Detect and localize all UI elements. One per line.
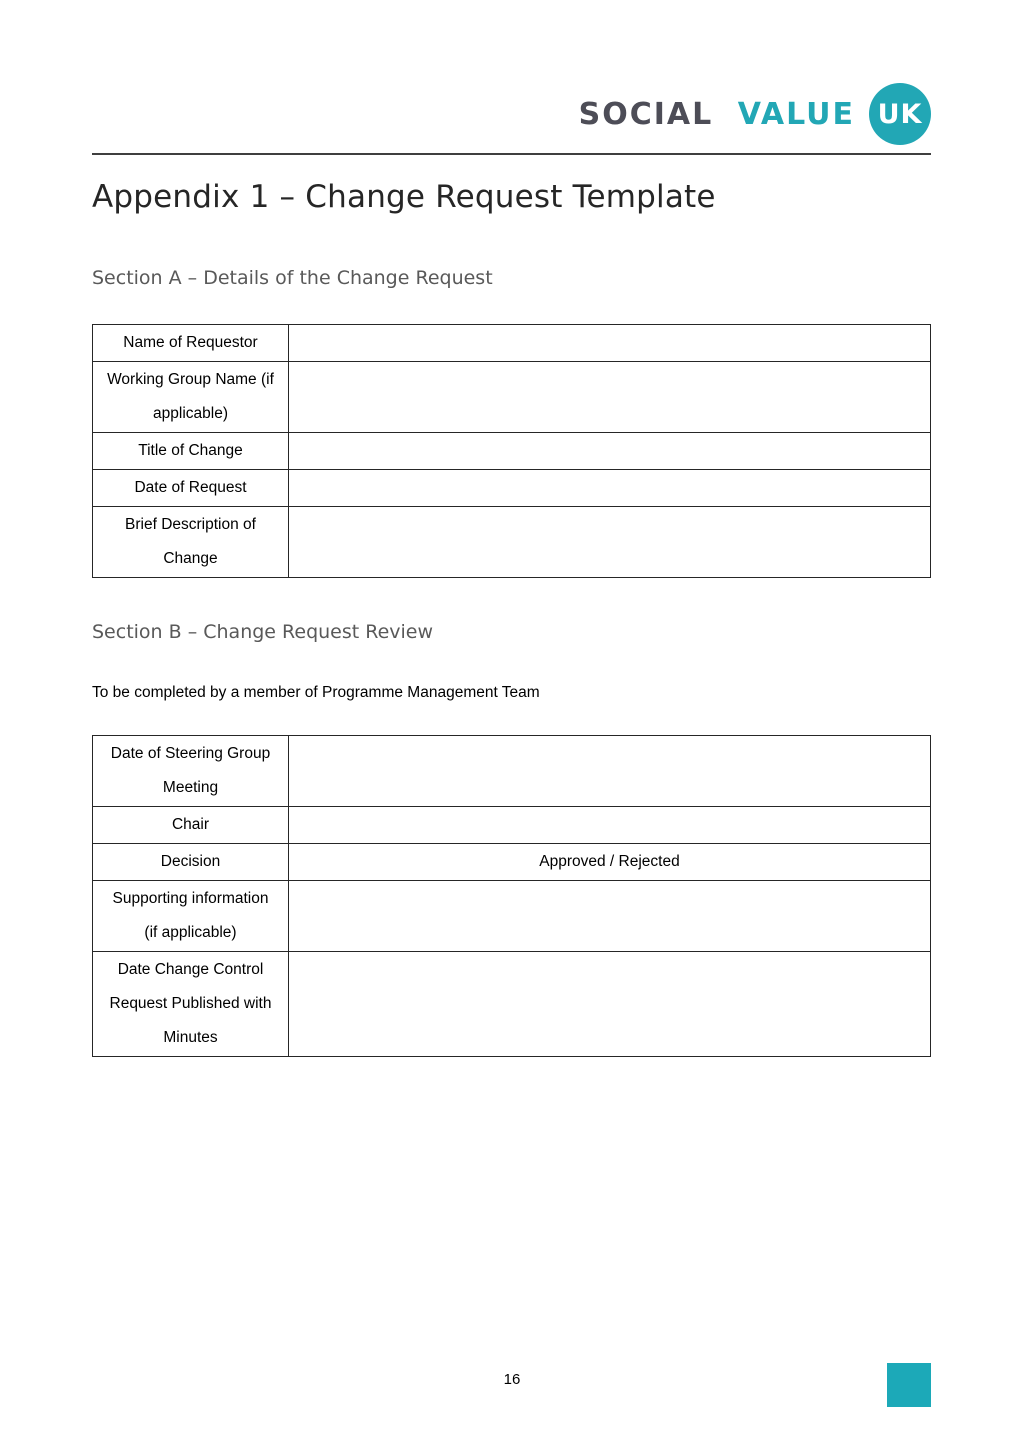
header-logo [92, 0, 931, 145]
row-label-steering-group-meeting: Date of Steering Group Meeting [93, 736, 289, 807]
table-row [93, 470, 931, 507]
row-value-supporting-information [289, 881, 931, 952]
row-value-name-of-requestor [289, 325, 931, 362]
row-label-name-of-requestor: Name of Requestor [93, 325, 289, 362]
section-b-table [92, 735, 931, 1057]
logo-wordmark [579, 97, 855, 132]
section-a-heading: Section A – Details of the Change Request [92, 267, 493, 289]
page-number: 16 [503, 1371, 521, 1388]
row-label-working-group-name: Working Group Name (if applicable) [93, 362, 289, 433]
row-label-date-change-control-published: Date Change Control Request Published with Minutes [93, 952, 289, 1057]
table-row [93, 807, 931, 844]
row-label-decision: Decision [93, 844, 289, 881]
row-label-brief-description: Brief Description of Change [93, 507, 289, 578]
row-value-decision: Approved / Rejected [289, 844, 931, 881]
row-value-working-group-name [289, 362, 931, 433]
row-value-title-of-change [289, 433, 931, 470]
table-row [93, 362, 931, 433]
table-row [93, 881, 931, 952]
table-row [93, 325, 931, 362]
table-row [93, 736, 931, 807]
page-content [92, 0, 931, 1057]
table-row [93, 433, 931, 470]
logo-uk-badge-icon: UK [869, 83, 931, 145]
row-label-chair: Chair [93, 807, 289, 844]
row-label-supporting-information: Supporting information (if applicable) [93, 881, 289, 952]
section-b-note: To be completed by a member of Programme Management Team [92, 684, 540, 701]
row-value-steering-group-meeting [289, 736, 931, 807]
row-value-chair [289, 807, 931, 844]
logo-word-social: SOCIAL [578, 96, 714, 132]
section-a-table [92, 324, 931, 578]
table-row [93, 952, 931, 1057]
row-label-title-of-change: Title of Change [93, 433, 289, 470]
page-title: Appendix 1 – Change Request Template [92, 179, 716, 215]
section-b-heading: Section B – Change Request Review [92, 621, 434, 643]
table-row [93, 507, 931, 578]
row-value-brief-description [289, 507, 931, 578]
logo-word-value: VALUE [737, 96, 855, 132]
header-divider [92, 153, 931, 155]
row-value-date-of-request [289, 470, 931, 507]
table-row [93, 844, 931, 881]
corner-accent-square [887, 1363, 931, 1407]
row-value-date-change-control-published [289, 952, 931, 1057]
row-label-date-of-request: Date of Request [93, 470, 289, 507]
